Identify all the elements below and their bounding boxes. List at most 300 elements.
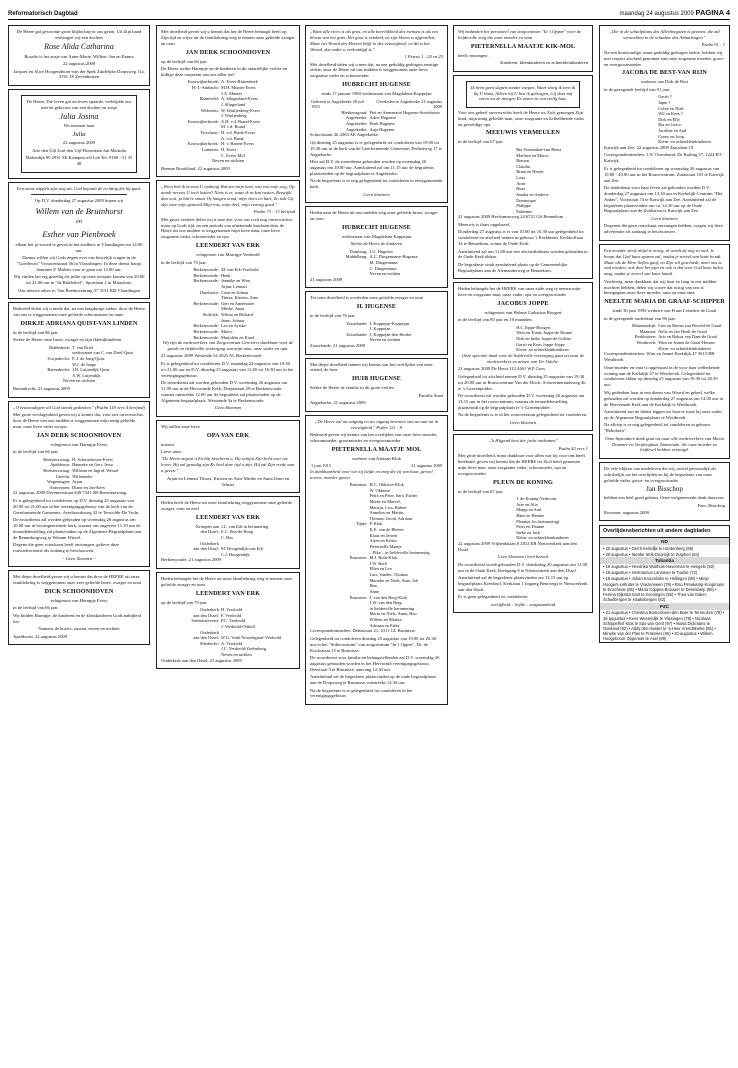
overview-list-nd <box>600 545 729 557</box>
ad-text: Sterke de Heere onze broer, zwager en zijn (klein)kinderen. <box>13 337 123 343</box>
row-names: Lies en Bertus van Rooeld-de Graaf <box>658 323 722 329</box>
row-names: H. Evers <box>220 146 237 152</box>
deceased-name: LEENDERT VAN ERK <box>195 242 261 250</box>
ad-text: sinds 30 juni 1993 weduwe van Frans Leendert de Graaf <box>612 308 717 314</box>
ad-intro: Met droefheid delen wij u mee dat, na een geduldig gedragen ernstige ziekte, door de Heere uit ons midden is weggenomen onze lieve, zorgzame vader en schoonvader <box>310 61 439 79</box>
ad-date: Ouderkerk aan den IJssel, 21 augustus 2009 <box>161 657 242 663</box>
row-names: T. van Driel <box>72 344 94 350</box>
ad-signature: Familie Staal <box>418 392 443 398</box>
row-names: J.L. van Erk in herinnering <box>220 523 269 529</box>
ad-text: in de leeftijd van 70 jaar. <box>161 259 207 265</box>
row-names: J.A. Munter <box>220 90 243 96</box>
row-names: Willemieke <box>72 473 93 479</box>
row-names: Arie en Alie <box>516 501 538 507</box>
row-names: A.C. Dingemanse-Hugense <box>369 254 418 260</box>
ad-intro: Met groot verdriet delen wij u mee dat, voor ons toch nog onverwachts, maar op Gods tijd, na een periode van afnemende krachten door de Heere uit ons midden is weggenomen mijn lieve man, onze lieve zorgzame vader, schoonvader en opa <box>161 216 293 240</box>
ad-date: Beemte Broekland, 22 augustus 2009 <box>161 165 230 171</box>
ad-text: Na de begrafenis is er nog gelegenheid tot condoleren in eerstgenoemde kerk. <box>310 178 443 190</box>
ad-address: 22 augustus 2009 Vrijheidslaan 8 2812 EB Nieuwerkerk aan den IJssel <box>458 541 577 552</box>
row-names: K.E. van de Bleeen <box>369 527 404 533</box>
row-place: Middelburg: <box>345 254 368 260</box>
row-names: Japie † <box>658 99 671 105</box>
ad-text: elkaar het ja-woord te geven in het stadhuis in Vlaardingen om 14.00 uur. <box>15 241 143 253</box>
row-names: Adriaan en Erika <box>369 622 400 628</box>
row-names: Hans en Hennie <box>516 512 545 518</box>
family-list <box>161 267 295 340</box>
ad-names: Kinderen, kleinkinderen en achterkleinkinderen <box>500 60 588 66</box>
ad-text: Geen bloemen <box>363 191 390 197</box>
row-place: aan den IJssel: <box>193 612 219 618</box>
row-names: Mirthe, Anna <box>220 306 245 312</box>
ad-text: De rouwdienst wordt gehouden D.V. donderdag 20 augustus om 11.00 uur in de Oude Kerk, Kerkgang 8 te Nieuwerkerk aan den IJssel. <box>458 561 588 573</box>
row-names: A. Verdoold <box>220 640 243 646</box>
ad-intro: Met droefheid geven wij u kennis dat het de Heere behaagd heeft op Zijn tijd en wijze uit de familiekring weg te nemen onze geliefde zwager en oom <box>161 29 295 46</box>
row-names: Diane en Jan-Kees <box>72 484 105 490</box>
ad-address: Schoolstraat 2b 4363 AE Aagtekerke <box>310 132 378 138</box>
ad-intro: Op D.V. donderdag 27 augustus 2009 hopen wij <box>34 198 124 204</box>
row-names: J. Wasljenberg <box>220 113 247 119</box>
deceased-name: PIETERNELLA MAATJE MOL <box>331 445 422 453</box>
row-names: Loua <box>516 175 526 180</box>
birth-date: Geboren te Aagtekerke 28 juli 1933 <box>311 98 364 110</box>
row-place: Barneveld: <box>199 96 219 102</box>
family-list <box>458 325 588 353</box>
overview-row: • 19 augustus • Hermannus Lansman te Tuuble (72) <box>603 570 698 576</box>
ad-note: Onze speciale dank voor de liefdevolle verzorging gaat uit naar de medewerkers en artsen van Ter Valche. <box>461 352 585 364</box>
birth-announcement-rose <box>8 25 150 86</box>
row-names: C.J. Hoogendijk <box>220 551 250 557</box>
ad-poem: „Wien heb ik nevens U omhoog Wat zou mijn hart, wat zou mijn oog, Op aarde nevens U toch lusten? Niets is er, waar ik in kan rusten, Bezwijkt dan ooit, ja bitt're smart Of hangen nood, mijn vlees en hart, Zo zult Gij zijn voor mijn gemoed Mijn rots, mijn deel, mijn eeuwig goed." <box>161 184 295 207</box>
paper-band-tubantia: Tubantia <box>600 557 729 564</box>
deceased-name: JACOBUS JOPPE <box>497 299 549 307</box>
row-names: Jarno, Jelmar <box>220 317 245 323</box>
ad-text: Geen bloemen <box>214 405 242 411</box>
wedding-announcement <box>8 182 150 300</box>
ad-date: Berkenwoude, 21 augustus 2009 <box>161 557 221 563</box>
divider <box>31 194 127 195</box>
row-place: H.-I.-Ambacht: <box>191 85 219 90</box>
row-place: Krimpen aan <box>196 523 219 529</box>
ad-text: Sterke de Heere de familie in dit grote verlies. <box>310 385 395 391</box>
deceased-name: NEELTJE MARIA DE GRAAF-SCHIPPER <box>604 298 725 306</box>
row-place: Berkenwoude: <box>193 323 219 329</box>
row-names: Huib Hugense <box>369 121 395 127</box>
row-place: Bruinisse: <box>349 482 368 488</box>
row-names: Klein- en achterkleinkinderen <box>658 345 711 351</box>
row-names: A.H. v.d. Brand-Evers <box>220 118 261 124</box>
ad-verse: „'k Hijgend heet der jacht ontkomen" <box>488 438 558 444</box>
ad-names: Arjan en Lennart Thirza, Kirsten en Arne Mirthe en Anna Jarno en Jelmar <box>166 475 290 487</box>
ad-text: De rouwdienst zal worden gehouden D.V. woensdag 26 augustus om 11.00 uur in de Hervormde Kerk, Dorpsstraat 29 te Berkenwoude, waarna omstreeks 12.00 uur de begrafenis zal plaatsvinden op de Algemene begraafplaats, Westeinde 3a te Berkenwoude. <box>161 380 288 403</box>
ad-text: in de leeftijd van 66 jaar. <box>13 449 59 455</box>
row-names: Wim en Jeanet de Graaf-Hessen <box>658 340 715 346</box>
row-place: Kootwijkerbroek: <box>187 79 219 85</box>
ad-intro: Tot onze droefheid is overleden onze geliefde zwager en oom <box>310 295 424 301</box>
row-place: Ouderkerk <box>200 629 219 635</box>
obituary-de-graaf <box>599 244 730 459</box>
row-names: Dirk en Ineke Joppe-de Goffau <box>516 336 571 342</box>
row-names: P. J. de Jong-Quist <box>72 355 105 361</box>
ad-text: De rouwdienst voor familie en belangstellenden zal D.V. woensdag 26 augustus gehouden worden in het Hervormd verenigingsgebouw, Deestraat 3 te Bruinisse, aanvang 12.30 uur. <box>310 655 440 672</box>
row-names: M. Dingemanse <box>369 259 398 265</box>
ad-text: Geen bloemen <box>509 419 537 425</box>
row-names: Aron <box>516 180 526 186</box>
row-names: Neven en nichten <box>369 337 401 343</box>
obituary-huib-hugense <box>305 358 448 412</box>
ad-intro: Wij zullen onze lieve <box>161 423 200 429</box>
row-names: Gerrit † <box>658 94 673 100</box>
obituary-h-hugense <box>305 291 448 354</box>
ad-text: Wij gedenken haar in een dienst van Woord en gebed, welke gehouden zal worden op donderdag 27 augustus om 14.00 uur in de Hervormde Kerk aan de Kerkdijk te Westbroek. <box>604 389 724 407</box>
row-names: H.C. Okkerse-Klok <box>369 482 404 488</box>
row-names: Coen en Jolmar <box>220 289 249 295</box>
death-date: 21 augustus 2009 <box>411 463 442 469</box>
row-names: A. v.d. Brink <box>220 135 244 141</box>
row-names: Hanneke en Gert, Jesse <box>72 462 114 468</box>
row-names: J.G. Hugense <box>369 248 394 254</box>
ad-signature: Fam. Bisschop <box>697 502 725 508</box>
row-names: C. Bos <box>220 534 233 540</box>
row-place: Lunteren: <box>201 146 219 152</box>
row-names: Anja Hugense <box>369 126 395 132</box>
ad-text: in de gezegende ouderdom van 96 jaar. <box>604 315 676 321</box>
row-place: Wageningen: <box>47 479 71 485</box>
ad-date: 22 augustus 2009 <box>62 140 96 146</box>
column-4 <box>453 25 593 616</box>
row-names: Bram en Hester <box>516 169 544 175</box>
ad-text: Aansluitend zal de begrafenis plaatsvinden op de oude begraafplaats aan de Dorpsweg te Bruinisse, omstreeks 14.30 uur. <box>310 674 436 686</box>
row-place: Zoutelande: <box>346 331 368 337</box>
ad-text: Degene die geen rouwkaart heeft ontvangen, gelieve deze rouwadvertentie als zodanig te beschouwen. <box>13 542 120 554</box>
row-place: Beetsterzwaag: <box>43 456 71 462</box>
birth-date: 1 juni 1915 <box>311 463 332 469</box>
family-list <box>161 79 295 158</box>
row-names: A. Evers-Ruitenbeek <box>220 79 258 85</box>
ad-poem: "De Heere zegent u En blij bescherm u, Hij schijnt Zijn licht over uw leven. Hij zal genadig zijn Ks heel deze tijd u zijn, Hij zal Zijn vrede aan u geven." <box>161 456 295 474</box>
ad-text: Er is gelegenheid tot condoleren op D.V. dinsdag 25 augustus van 20.00 tot 21.00 uur in het verenigingsgebouw van de kerk van de Gereformeerde Gemeente, Averhoordsweg 32 te Terwolde-De Vecht. <box>13 497 140 515</box>
row-names: C. Dingemanse <box>369 265 397 271</box>
deceased-name: HUIB HUGENSE <box>352 375 401 383</box>
ad-intro: Na een kortstondige, maar geduldig gedragen ziekte, hebben wij met respect afscheid genomen van onze zorgzame moeder, groot- en overgrootmoeder <box>604 49 725 67</box>
overview-row: • 20 augustus • Gerrit Kerkdijk te Hardenberg (69) <box>603 545 694 551</box>
row-names: Marrijn, Lisa, Ruben <box>369 504 407 510</box>
ad-intro: Heden nam de Heere uit ons midden weg onze geliefde broer, zwager en oom <box>310 210 438 221</box>
ad-text: Geen bloemen Geen bezoek <box>497 554 549 560</box>
ad-text: echtgenoot van Harmpje Evers <box>50 441 108 447</box>
deceased-name: PIETERNELLA MAATJE KIK-MOL <box>470 42 576 50</box>
row-names: H. v. Harten-Evers <box>220 141 254 147</box>
ad-text: heeft ontvangen. <box>458 52 489 58</box>
family-list <box>310 321 443 344</box>
family-list <box>310 249 443 277</box>
row-place: Surhuisterveen: <box>191 618 219 624</box>
ad-date: 21 augustus 2009 <box>310 276 343 282</box>
ad-text: Donderdag 27 augustus is er van 10.00 tot 10.30 uur gelegenheid tot condoleren en afscheid nemen in gebouw 't Kerkheem, Kerkhoflaan 34 te Bennekom, achter de Oude Kerk. <box>458 229 584 247</box>
row-names: Willeam en Ingrid, Wessel <box>72 467 119 473</box>
row-names: Mieke en Marvel, <box>369 498 401 504</box>
row-place: Sliedrecht: <box>199 640 219 646</box>
row-names: J. Koppejan-den Herder <box>369 331 412 337</box>
ad-text: weduwe van Dirk de Best <box>640 79 689 85</box>
row-names: M.H. Munter-Evers <box>220 85 256 90</box>
ad-text: Namens de broers, zussen, neven en nichten <box>38 626 120 632</box>
row-names: Marieke en Niels, Stan, Job <box>369 577 419 583</box>
row-names: Marleen en Marco <box>516 152 549 158</box>
ad-text: op de leeftijd van 66 jaar. <box>161 58 208 64</box>
row-names: Han <box>369 583 377 589</box>
row-place: Maassen: <box>639 328 657 334</box>
ad-text: Onze moeder en oma is opgebaard in de voor haar welbekende woning aan de Kerkdijk 47 te Westbroek. Gelegenheid tot condoleren aldaar op dinsdag 25 augustus van 19.30 tot 20.30 uur. <box>604 364 720 388</box>
ad-text: Wij vinden het erg gezellig als jullie op onze receptie komen van 20.00 tot 21.00 uur in "de Ridderhof", Sportlaan 2 in Maassluis. <box>13 274 145 286</box>
page-number: 4 <box>725 8 730 18</box>
ad-intro: Met diepe droefheid namen wij kennis van het overlijden van onze vriend, de heer <box>310 361 433 373</box>
ad-intro: Voor ons geheel onverwachts heeft de Heere tot Zich genoegen Zijn kind, mijn innig geliefde man, onze zorgzame en liefhebbende vader en geweldige opa <box>458 109 585 127</box>
deceased-name: HUBRECHT HUGENSE <box>342 81 411 89</box>
row-names: M. v.d. Brand <box>220 124 246 130</box>
row-place: aan den IJssel: <box>193 546 219 552</box>
ad-reference: Psalm 91 : 1 <box>701 42 725 48</box>
ad-text: Hier zal D.V. de rouwdienst gehouden worden op woensdag 26 augustus om 10.00 uur. Aansluitend zal om 11.15 uur de begrafenis plaatsvinden op de begraafplaats te Aagtekerke. <box>310 159 434 176</box>
overview-row: • 20 augustus • Nienke Strik-Doornijk te Zutphen (84) <box>603 551 700 557</box>
ad-text: in de leeftijd van 86 jaar. <box>13 329 59 335</box>
row-names: Marjolein en Karel <box>220 334 255 340</box>
row-names: Maria en Niels, Anna, Boo <box>369 611 417 617</box>
ad-text: In dankbaarheid voor wie zij liefde en zorg die zij van haar, gevoel tevens, moeder gaven. <box>310 468 433 480</box>
obituary-dick-schoonhoven <box>8 570 150 645</box>
ad-name: Rose Alida Catharina <box>44 42 114 52</box>
ad-text: in de gezegende leeftijd van 91 jaar. <box>604 86 671 92</box>
row-names: M. Hoogendijk-van Erk <box>220 546 264 552</box>
row-names: Conry en Joop <box>658 133 684 139</box>
deceased-name: JACOBA DE BEST-VAN RIJN <box>622 69 707 77</box>
ad-address: Ons nieuwe adres is: Van Beethovenring 57 3131 KB Vlaardingen <box>18 287 140 293</box>
row-names: Adrie Hugense <box>369 115 396 121</box>
page-date <box>619 8 730 19</box>
row-place: Maartensdijk: <box>631 323 657 329</box>
ad-intro: Heden behaagde het de HEERE van onze zijde weg te nemen mijn lieve en zorgzame man, onze vader, opa en overgrootvader <box>458 286 581 298</box>
deceased-name: PLEUN DE KONING <box>493 478 553 486</box>
row-place: Barendrecht: <box>47 367 71 373</box>
row-names: Claudia <box>516 163 530 169</box>
row-place: Bruinisse: <box>349 555 368 561</box>
ad-intro: Verdrietig, maar dankbaar dat wij haar zo lang in ons midden mochten hebben, delen wij u mee dat rustig van ons is heengegaan onze lieve moeder, oma en oma-oma <box>604 278 717 296</box>
obituary-de-best <box>599 25 730 241</box>
row-names: H.C Joppe-Boogert <box>516 324 551 330</box>
row-names: Gert en Annemarie <box>220 300 255 306</box>
ad-text: Na de begrafenis is er in het rouwcentrum gelegenheid tot condoleren. <box>458 412 588 418</box>
deceased-name: H. HUGENSE <box>356 303 397 311</box>
ad-date: Apeldoorn, 22 augustus 2009 <box>13 633 68 639</box>
ad-text: in de leeftijd van 80 jaar en 10 maanden. <box>458 317 533 323</box>
row-names: H. v.d. Brink-Evers <box>220 130 256 135</box>
ad-intro: Heden behaagde het de Heere uit onze familiekring weg te nemen onze geliefde zwager en oom <box>161 575 292 587</box>
family-list <box>458 496 588 541</box>
row-names: in liefdevolle herinnering <box>369 605 415 611</box>
ad-text: op de leeftijd van 70 jaar. <box>161 599 208 605</box>
overview-row: • 21 augustus • Christina Bomosloom-den Boer te Terneuzen (78) • 18 augustus • Kees Westerdijk te Vlissingen (78) • Nicolaas Schippelhof Klok te Sas van Gent (97) • Maria Dickmans te Ovieland (92) • Addy den Harder te 's-Heer Arendskerke (85) • Mineke van der Plas te Franeker (65) • 20 augustus • Willem Hoogeboom Opperwer te Axel (89) <box>603 610 725 642</box>
ad-address: Correspondentieadres: Deltastraat 21, 4311 GL Bruinisse <box>310 628 416 634</box>
row-place: Domburg: <box>349 248 368 254</box>
ad-text: Gelegenheid tot condoleren dinsdag 25 augustus van 19.00 tot 20.30 uur in het "Stiltecentrum" van zorgcentrum "In 't Oppee", Dr. de Kockstraat 13 te Bruinisse. <box>310 635 436 653</box>
deceased-name: LEENDERT VAN ERK <box>195 513 261 521</box>
row-names: Anne <box>369 588 380 594</box>
deceased-name: LEENDERT VAN ERK <box>195 589 261 597</box>
row-place: Utrecht: <box>55 473 71 479</box>
row-names: – Pika – in liefdevolle herinnering <box>369 549 430 555</box>
column-3 <box>305 25 448 708</box>
ad-intro: Heden heeft de Heere uit onze familiekring weggenomen onze geliefde zwager, oom en neef <box>161 500 292 511</box>
row-place: Zoutelande: <box>346 320 368 326</box>
ad-poem: Een moeder sterft altijd te vroeg, al wordt zij nog zo oud. Je hoopt dat God haar sparen zal, omdat je zoveel van haar houdt. Maar als de Here lieflos gaaf, en Zijn wil geschiedt, moet ons ie oud worden, ook doet het pijn en ook is dat voor God haar halen mag, omdat je zoveel van haar houdt. <box>604 247 723 277</box>
ad-intro: Bedroefd geven wij kennis van het overlijden van onze lieve moeder, schoonmoeder, grootmoeder en overgrootmoeder <box>310 431 438 443</box>
row-names: Petra en Peter, Sara, Esther <box>369 493 418 499</box>
row-place: Wekerom: <box>200 107 219 113</box>
column-2 <box>156 25 300 672</box>
overview-title: Overlijdensberichten uit andere dagbladen <box>600 526 729 538</box>
row-names: Annelies en Martin, <box>369 510 405 516</box>
ad-text: Neven en nichten <box>62 378 96 384</box>
row-names: Arjen en Krista <box>369 538 397 544</box>
ad-text: Wij bidden Harmpje, de kinderen en de kleinkinderen Gods nabijheid toe. <box>13 612 141 624</box>
row-names: H. Schoonhoven-Evers <box>72 456 113 462</box>
row-names: Ineke en Jack <box>516 529 541 535</box>
ad-text: sinds 17 januari 1960 weduwnaar van Magdalena Koppejan <box>321 91 432 97</box>
inner-frame <box>466 81 580 108</box>
row-place: Apeldoorn: <box>50 462 71 468</box>
ad-text: hebben een heel goed gedaan. Onze welgemeende dank daarvoor. <box>604 495 725 501</box>
row-names: Aris en Rokus van Dam-de Graaf <box>658 334 718 340</box>
ad-address: 21 augustus 2009 Heelsumseweg 24 6721 GS Bennekom <box>458 214 564 220</box>
family-list <box>604 323 725 351</box>
ad-date: Zoutelande, 21 augustus 2009 <box>310 343 366 349</box>
row-names: Arjan, Lennart <box>220 283 247 289</box>
deceased-name: MEEUWIS VERMEULEN <box>486 129 560 137</box>
family-list <box>161 607 295 658</box>
row-names: P.C. Verdoold <box>220 618 246 624</box>
ad-address: Correspondentieadres: J.N. Ouwehand, De Railing 57, 2224 BT Katwijk <box>604 152 722 164</box>
row-names: Henk <box>220 272 231 278</box>
ad-motto: Een mens stippelt zijn weg uit, God bepaalt de richting die hij gaat. <box>16 185 142 191</box>
row-names: Gerrit en Kees Joppe-Joppe <box>516 341 565 347</box>
ad-text: Sterke de Heere de kinderen <box>350 241 403 247</box>
row-names: Wil en Kees † <box>658 111 684 117</box>
ad-address: 21 augustus 2009 De Horst 112 4461 WZ Goes <box>458 366 546 372</box>
ad-date: Rouveen, augustus 2009 <box>604 510 650 516</box>
row-names: Dominique <box>516 197 536 203</box>
row-names: W. Wasljenberg-Evers <box>220 107 261 113</box>
ad-text: De rouwdienst zal worden gehouden D.V. woensdag 26 augustus om 13.15 uur in het rouwcentrum, waarna de teraardebestelling plaatsvindt op de begraafplaats te 's-Gravenpolder. <box>458 393 585 410</box>
deceased-name: Jan Bisschop <box>646 485 683 494</box>
family-list <box>458 147 588 215</box>
deceased-name: HUBRECHT HUGENSE <box>342 223 411 231</box>
ad-text: Geen bloemen <box>651 215 678 221</box>
ad-text: Aansluitend aan de dienst leggen we haar te ruste bij onze vader op de Algemene Begraafplaats te Westbroek. <box>604 409 722 420</box>
ad-intro: Bedroefd delen wij u mede dat, na een langdurige ziekte, door de Heere van ons is weggenomen onze geliefde schoonzuster en tante <box>13 306 145 317</box>
ad-reference: Psalm 73 : 13 berijmd <box>253 209 295 215</box>
ad-name: Julia Josina <box>59 112 99 122</box>
row-place: Berkenwoude: <box>193 328 219 334</box>
ad-address: Correspondentieadres: Wim en Jeanet Kerkdijk 47 3615 BB Westbroek <box>604 351 715 363</box>
ad-text: De Heere sterke Harmpje en de kinderen in dit smartelijke verlies en bidlige deze roepstem aan ons allen toe! <box>161 66 288 77</box>
ad-text: echtgenoot van Helena Catharina Boogert <box>484 309 562 315</box>
ad-address: 21 augustus 2009 Westende 54 2825 AL Berkenwoude <box>161 353 262 359</box>
row-names: F. Verdoold <box>220 612 242 618</box>
ad-text: weduwnaar van Magdalena Koppejan <box>341 233 412 239</box>
obituary-hugense <box>305 25 448 203</box>
ad-text: in de leeftijd van 76 jaar. <box>310 313 356 319</box>
row-names: Ellen en Leo <box>369 566 392 572</box>
ad-address: Katwijk aan Zee, 22 augustus 2009 Taatsdam 18 <box>604 144 694 150</box>
row-place: Zwijndrecht: <box>47 355 71 361</box>
ad-text: en <box>76 219 82 226</box>
row-names: H. Verdoold <box>220 607 243 613</box>
ad-text: Meeuwis is thuis opgebaard. <box>458 221 511 227</box>
family-list <box>604 94 725 145</box>
ad-text: Aansluitend zal om 11.00 uur een afscheidsdienst worden gehouden in de Oude Kerk aldaar. <box>458 248 588 260</box>
row-names: C. Evers-Mol <box>220 152 245 158</box>
ad-poem: Ik heen geen slapen zonder zorgen, Waar sloeg ik teen ik bij U thuis, Alleen bij U ben ik geborgen, Gij doet mij varen tot de morgen En zonen in een veilig huis. <box>470 84 576 102</box>
row-names: M. van Erk-Verdoold <box>220 267 259 272</box>
ad-text: Er is gelegenheid tot condoleren D.V. maandag 24 augustus van 19.30 tot 21.00 uur en D.V. dinsdag 25 augustus van 13.00 tot 16.30 uur in het verenigingsgebouw. <box>161 360 294 378</box>
row-names: weduwnaar van C. van Driel-Quist <box>72 350 134 356</box>
groom-name: Willem van de Bruinhorst <box>35 206 123 217</box>
ad-parents: Arie den Uijl Josè den Uijl-Bouwman Jan Marinda <box>32 147 126 153</box>
overview-row: • 18 augustus • Johan Kroumlinks te Hellingen (80) • Mieje Hoogers-Leltuiter te Vriezenveen (78) • Elso Pirsekamp-Koopmans te Enschede (85) • Maria Coppes-Brouwer te Denekamp (89) • Femna Dijkstra-Smit te Groningen (55) • Thea van Dalen-Schuilbergen te Haaksbergen (82) <box>603 576 725 603</box>
row-names: Thomas, Jacob, Adriaan <box>369 515 412 521</box>
family-list <box>13 457 145 491</box>
row-names: Piet en Annemarie Hugense-Soeteboom <box>369 109 440 115</box>
ad-reference: Psalm 42 vers 1 <box>558 445 588 451</box>
row-names: Neven en nichten <box>220 652 252 658</box>
family-list <box>310 110 443 133</box>
deceased-name: DIRKJE ADRIANA QUIST-VAN LINDEN <box>20 319 138 327</box>
row-names: W. Okkerse <box>369 487 391 493</box>
row-names: Ria Vermeulen-van Beest <box>516 146 561 152</box>
row-place: Berkenwoude: <box>193 272 219 278</box>
ad-text: Neven en nichten <box>211 158 245 164</box>
ad-text: weduwe van Adriaan Klok <box>351 455 402 461</box>
row-names: Klein- en achterkleinkinderen <box>658 139 711 145</box>
row-names: J. Koppejan-Koppejan <box>369 320 410 326</box>
family-list <box>161 524 295 558</box>
deceased-name: JAN DERK SCHOONHOVEN <box>185 48 271 56</box>
overview-list-tubantia <box>600 564 729 603</box>
row-names: Pieternella Maatje <box>369 543 402 549</box>
page-header <box>8 8 730 20</box>
ad-text: Na afloop is er nog gelegenheid tot condoleren in gebouw "Rehoboth". <box>604 422 711 434</box>
row-place: Ouderkerk <box>200 607 219 613</box>
obituary-mol <box>305 415 448 705</box>
ad-quote: „O'eeuwoudigen wil God steeds gedenken." (Psalm 118 vers 4 berijmd) <box>13 404 145 410</box>
paper-band-nd: ND <box>600 538 729 545</box>
obituary-quist <box>8 302 150 398</box>
obituary-van-erk-3 <box>156 572 300 669</box>
newspaper-name: Reformatorisch Dagblad <box>8 11 78 18</box>
row-names: Janneke en Wim <box>220 278 250 284</box>
row-names: J. Slingerland <box>220 101 246 107</box>
row-place: Tijnje: <box>355 521 368 527</box>
birth-death-dates <box>310 99 443 110</box>
row-names: Pleuntje (in herinnering) <box>516 518 560 524</box>
ad-date: Barendrecht, 21 augustus 2009 <box>13 386 70 392</box>
overview-row: • 18 augustus • Hendrika Wolthuis-Haverman te Hengelo (82) <box>603 564 715 570</box>
row-names: M.J. Roth-Klok <box>369 555 398 561</box>
ad-intro: Met grote verslagenheid geven wij u kennis dat, voor ons onverwachts, door de Heere van ons midden is weggenomen mijn innig geliefde man, onze lieve vader en opa <box>13 412 144 429</box>
ad-reference: 1 Petrus 1 : 24 en 25 <box>404 54 443 60</box>
obituary-schoonhoven <box>8 401 150 567</box>
row-place: Ouderkerk <box>200 540 219 546</box>
row-place: Aagtekerke: <box>346 121 368 127</box>
